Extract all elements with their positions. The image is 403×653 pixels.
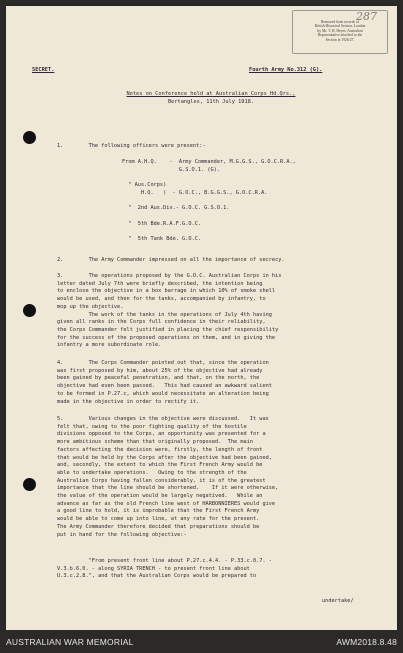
text-line: 3. The operations proposed by the G.O.C. Australian Corps in his xyxy=(57,273,282,279)
paragraph xyxy=(57,360,272,406)
text-line: advance as far as the old French line west of HARBONNIERES would give xyxy=(57,500,276,507)
stamp-line: Representative attached to the xyxy=(317,33,363,38)
text-line xyxy=(122,228,296,236)
text-line: felt that, owing to the poor fighting quality of the hostile xyxy=(57,423,247,430)
text-line: 5. Various changes in the objective were discussed. It was xyxy=(57,416,269,422)
paragraph xyxy=(322,598,354,606)
text-line xyxy=(122,213,296,221)
text-line: to be formed in P.27.c, which would necessitate an alteration being xyxy=(57,390,269,397)
text-line: The Army Commander therefore decided that preparations should be xyxy=(57,523,260,530)
paragraph xyxy=(122,159,296,244)
text-line: importance that the line should be shortened. If it were otherwise, xyxy=(57,485,279,492)
punch-hole xyxy=(23,131,36,144)
text-line: been gained by peaceful penetration, and that, on the north, the xyxy=(57,375,260,382)
text-line xyxy=(122,174,296,182)
text-line: factors affecting the decision were, firstly, the length of front xyxy=(57,446,263,453)
stamp-line: Removed from records of xyxy=(321,20,359,24)
text-line: was first proposed by him, about 25% of the objective had already xyxy=(57,367,263,374)
text-line: G.S.O.1. (G). xyxy=(122,166,220,173)
text-line: U.3.c.2.8.", and that the Australian Corps would be prepared to xyxy=(57,573,257,580)
text-line: given all ranks in the Corps full confidence in their reliability, xyxy=(57,319,266,326)
text-line: to enclose the objective in a box barrage in which 10% of smoke shell xyxy=(57,288,276,295)
stamp-line: Section in 1926/27. xyxy=(325,37,355,42)
text-line: From A.H.Q. - Army Commander, M.G.G.S., G.O.C.R.A., xyxy=(122,159,296,165)
punch-hole xyxy=(23,478,36,491)
secret-marking: SECRET. xyxy=(32,67,55,73)
text-line: Australian Corps having fallen considerably, it is of the greatest xyxy=(57,477,266,484)
text-line: a good line to hold, it is improbable that the First French Army xyxy=(57,508,260,515)
text-line: more ambitious scheme than that originally proposed. The main xyxy=(57,439,253,446)
text-line: mop up the objective. xyxy=(57,303,124,310)
paragraph xyxy=(57,416,278,539)
text-line: infantry a more subordinate role. xyxy=(57,342,162,349)
text-line: The work of the tanks in the operations of July 4th having xyxy=(57,311,272,318)
footer-accession: AWM2018.8.48 xyxy=(336,637,397,647)
footer-institution: AUSTRALIAN WAR MEMORIAL xyxy=(6,637,134,647)
text-line: " Aus.Corps) xyxy=(122,182,167,189)
reference-number: Fourth Army No.312 (G). xyxy=(249,67,323,73)
text-line: " 5th Bde.R.A.F.G.O.C. xyxy=(122,220,202,227)
stamp-line: British Historical Section, London xyxy=(314,24,366,29)
text-line: objective had even been passed. This had caused an awkward salient xyxy=(57,383,272,390)
text-line: 1. The following officers were present:- xyxy=(57,143,206,149)
document-page xyxy=(6,6,397,630)
text-line: undertake/ xyxy=(322,598,354,604)
punch-hole xyxy=(23,304,36,317)
text-line: the Corps Commander felt justified in placing the chief responsibility xyxy=(57,326,279,333)
stamp-number: 287 xyxy=(356,10,377,23)
text-line: V.3.b.6.0. - along SYRIA TRENCH - to present front line about xyxy=(57,565,250,572)
text-line: the value of the operation would be largely negatived. While an xyxy=(57,493,263,500)
text-line: that would be held by the Corps after the objective had been gained, xyxy=(57,454,272,461)
text-line: 2. The Army Commander impressed on all the importance of secrecy. xyxy=(57,257,285,263)
text-line: would be able to come up into line, at any rate for the present. xyxy=(57,516,260,523)
paragraph xyxy=(57,143,206,151)
text-line: for the success of the proposed operations on them, and in giving the xyxy=(57,334,276,341)
text-line: would be used, and then for the tanks, accompanied by infantry, to xyxy=(57,296,266,303)
title-line: Bertangles, 11th July 1918. xyxy=(167,98,255,105)
text-line: 4. The Corps Commander pointed out that, since the operation xyxy=(57,360,269,366)
paragraph xyxy=(57,257,285,265)
document-title xyxy=(96,91,326,106)
paragraph xyxy=(57,273,281,350)
text-line: divisions opposed to the Corps, an opportunity was presented for a xyxy=(57,431,266,438)
text-line: "From present front line about P.27.c.4.4. - P.33.c.0.7. - xyxy=(57,558,272,564)
text-line: " 2nd Aus.Div.- G.O.C. G.S.O.1. xyxy=(122,205,230,212)
text-line: and, secondly, the extent to which the First French Army would be xyxy=(57,462,263,469)
archive-stamp xyxy=(292,10,388,54)
text-line: made in the objective in order to rectify it. xyxy=(57,398,200,405)
footer-bar xyxy=(0,630,403,653)
paragraph xyxy=(57,558,272,581)
text-line: H.Q. ) - G.O.C., B.G.G.S., G.O.C.R.A. xyxy=(122,189,268,196)
text-line xyxy=(122,198,296,206)
text-line: able to undertake operations. Owing to the strength of the xyxy=(57,469,247,476)
stamp-line: by Mr. T. H. Heyes, Australian xyxy=(317,28,363,33)
text-line: put in hand for the following objective:- xyxy=(57,531,187,538)
title-line: Notes on Conference held at Australian Corps Hd.Qrs., xyxy=(126,91,296,97)
text-line: " 5th Tank Bde. G.O.C. xyxy=(122,236,202,243)
text-line: letter dated July 7th were briefly described, the intention being xyxy=(57,280,263,287)
